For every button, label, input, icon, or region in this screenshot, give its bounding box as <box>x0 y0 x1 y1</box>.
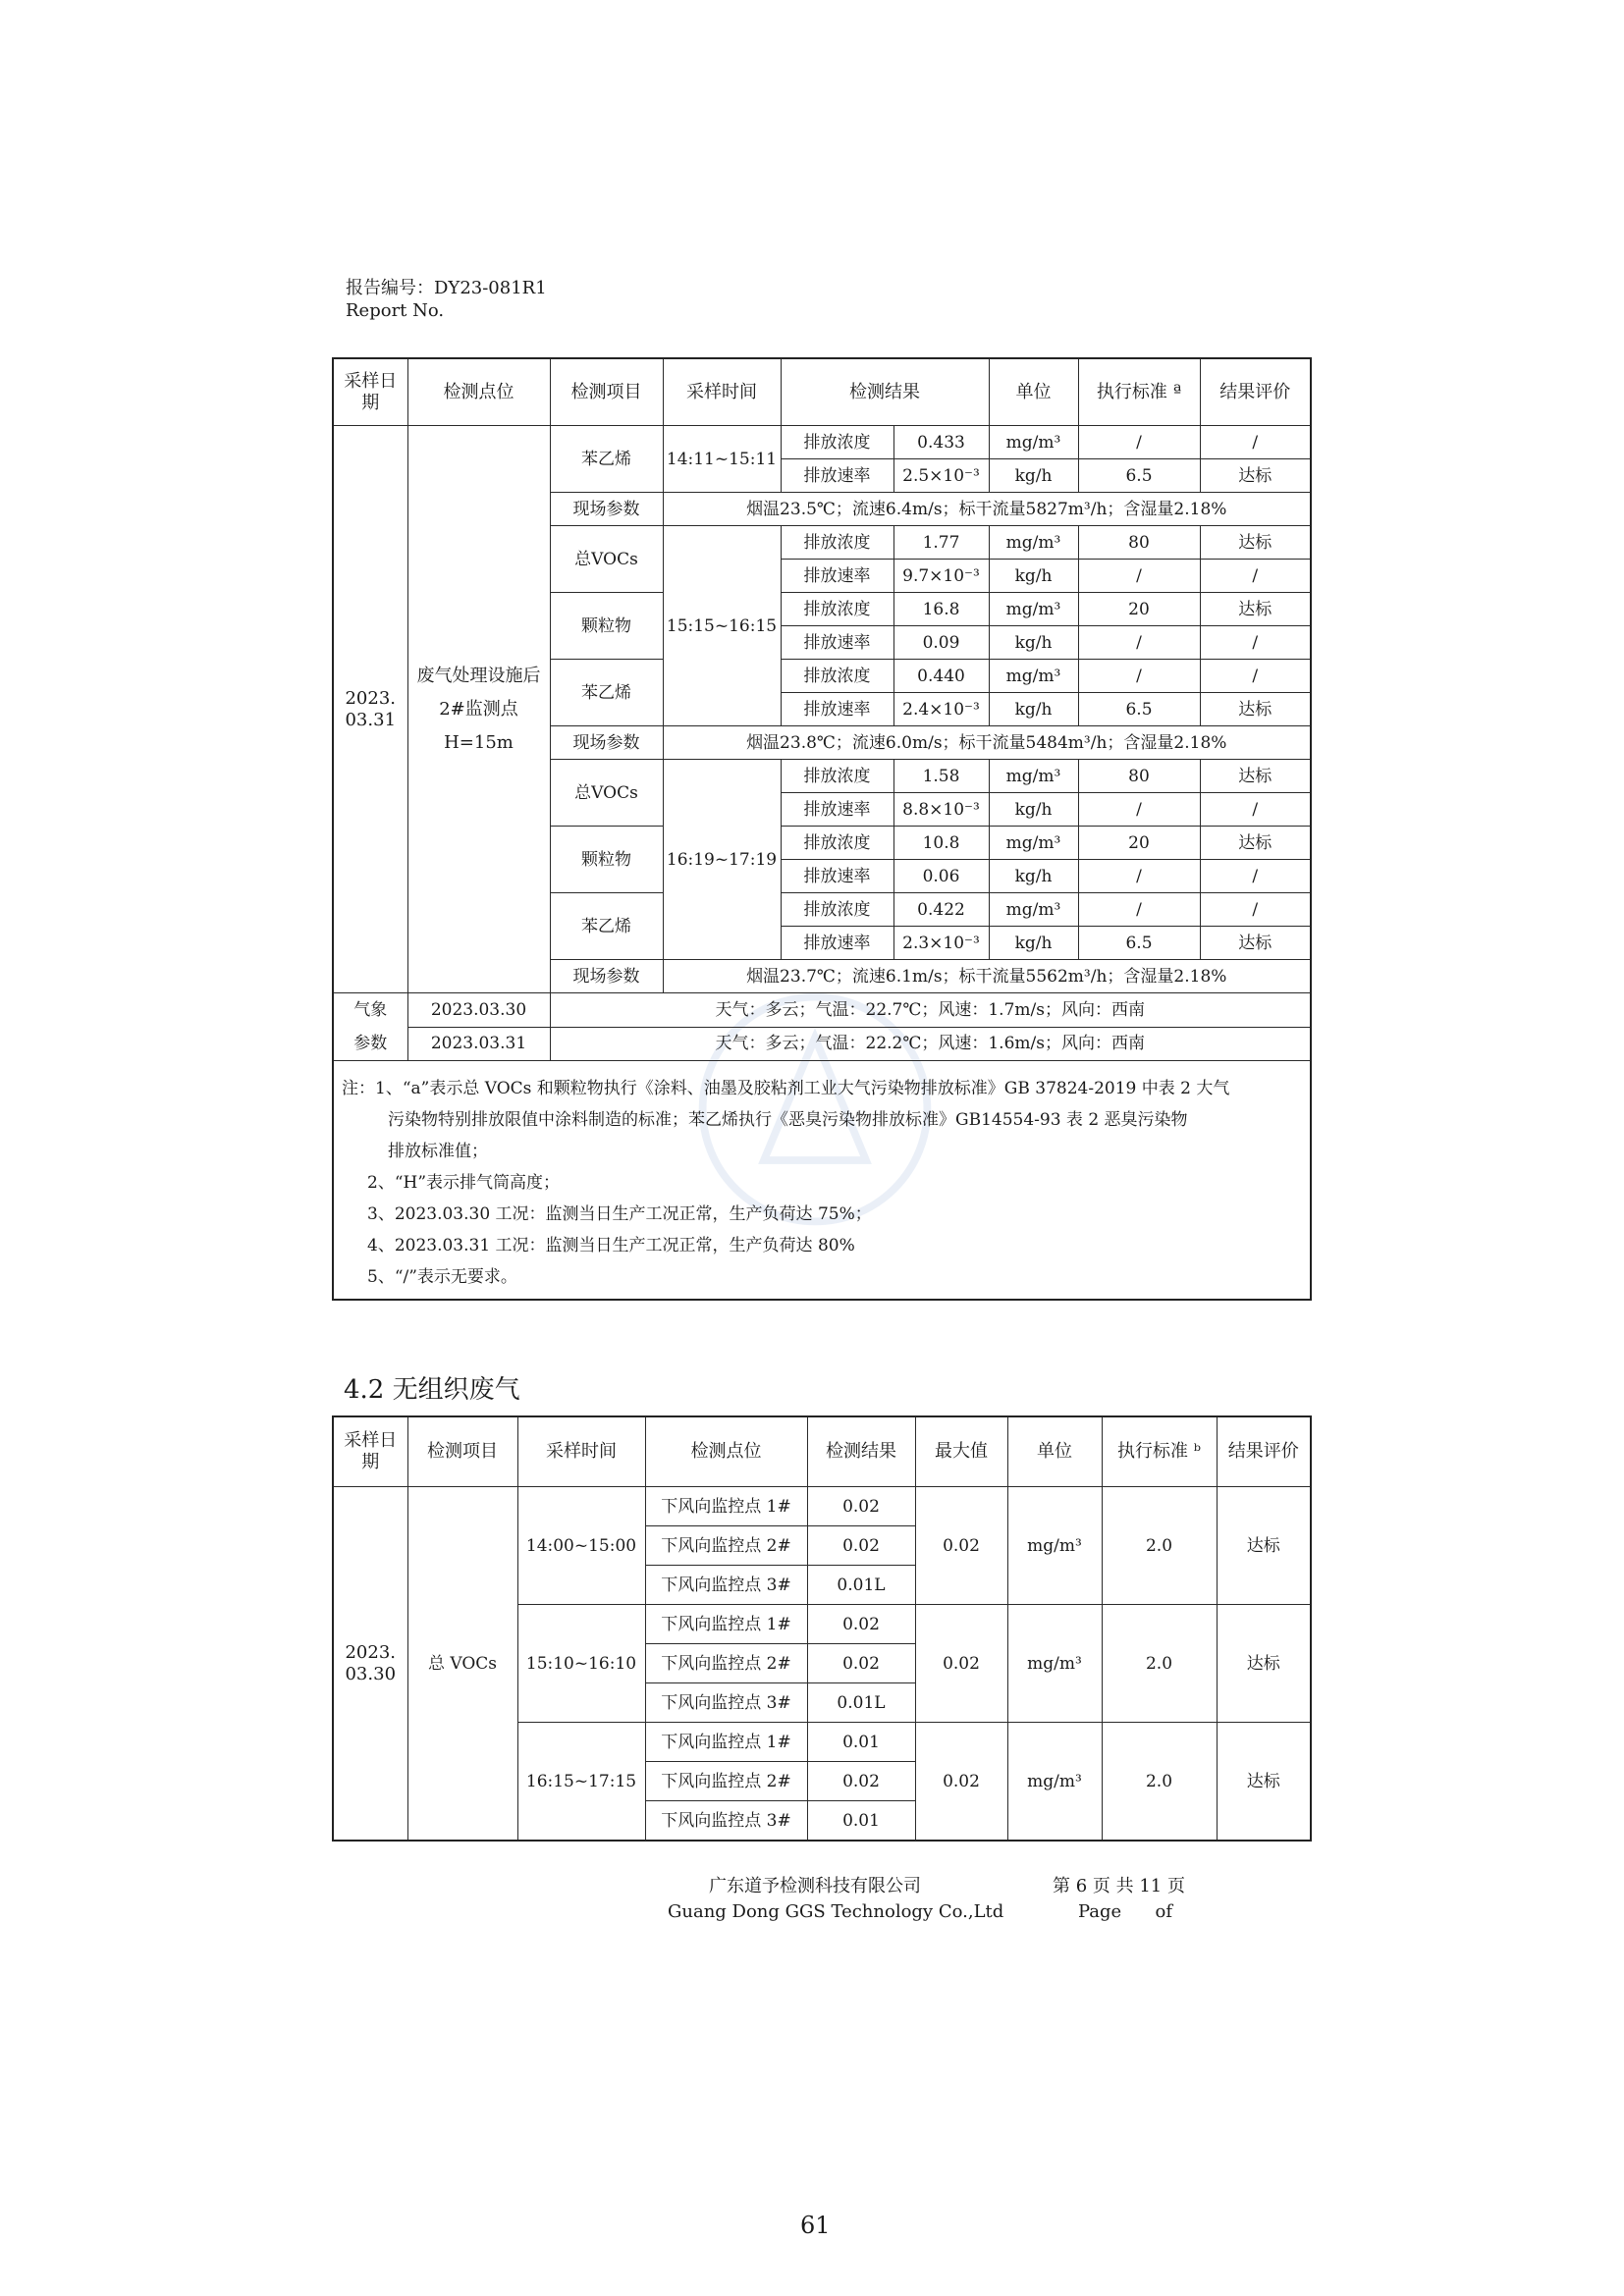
metric-label: 排放速率 <box>781 793 893 827</box>
footer-page-en: Page of <box>1078 1901 1173 1922</box>
table-row <box>333 1416 1311 1487</box>
result-value: 10.8 <box>893 827 989 860</box>
test-item: 总 VOCs <box>407 1487 517 1842</box>
header-cell: 最大值 <box>915 1416 1007 1487</box>
result-value: 0.02 <box>807 1487 915 1526</box>
unit: kg/h <box>989 860 1078 893</box>
result-value: 2.4×10⁻³ <box>893 693 989 726</box>
max-value: 0.02 <box>915 1487 1007 1605</box>
footer-company-en-wrap <box>668 1899 1003 1925</box>
evaluation: 达标 <box>1200 593 1311 626</box>
note-line: 污染物特别排放限值中涂料制造的标准；苯乙烯执行《恶臭污染物排放标准》GB14554-93 表 2 恶臭污染物 <box>388 1110 1188 1130</box>
table-row <box>333 993 1311 1028</box>
header-cell: 单位 <box>989 358 1078 426</box>
result-value: 0.09 <box>893 626 989 660</box>
header-cell: 执行标准 ᵇ <box>1102 1416 1217 1487</box>
table-row <box>333 426 1311 459</box>
result-value: 0.02 <box>807 1762 915 1801</box>
standard-limit: 80 <box>1078 760 1200 793</box>
evaluation: / <box>1200 626 1311 660</box>
evaluation: / <box>1200 660 1311 693</box>
header-cell: 采样日期 <box>333 1416 407 1487</box>
evaluation: / <box>1200 860 1311 893</box>
note-line: 3、2023.03.30 工况：监测当日生产工况正常，生产负荷达 75%； <box>367 1204 872 1224</box>
monitoring-location: 废气处理设施后 2#监测点 H=15m <box>407 426 550 993</box>
sampling-date: 2023. 03.30 <box>333 1487 407 1842</box>
metric-label: 排放浓度 <box>781 893 893 927</box>
header-cell: 检测结果 <box>807 1416 915 1487</box>
standard-limit: 20 <box>1078 827 1200 860</box>
evaluation: 达标 <box>1200 459 1311 493</box>
metric-label: 排放浓度 <box>781 593 893 626</box>
metric-label: 排放浓度 <box>781 760 893 793</box>
header-cell: 检测结果 <box>781 358 989 426</box>
monitoring-point: 下风向监控点 2# <box>645 1644 807 1683</box>
standard-limit: 6.5 <box>1078 459 1200 493</box>
site-params: 烟温23.8℃；流速6.0m/s；标干流量5484m³/h；含湿量2.18% <box>663 726 1311 760</box>
site-params-label: 现场参数 <box>550 726 663 760</box>
standard-limit: / <box>1078 893 1200 927</box>
standard-limit: 2.0 <box>1102 1723 1217 1842</box>
footer-company <box>709 1874 921 1899</box>
footer-company-cn: 广东道予检测科技有限公司 <box>709 1876 921 1896</box>
result-value: 1.77 <box>893 526 989 560</box>
unit: mg/m³ <box>989 827 1078 860</box>
test-item: 总VOCs <box>550 526 663 593</box>
metric-label: 排放浓度 <box>781 660 893 693</box>
table-row <box>333 1027 1311 1061</box>
header-cell: 检测项目 <box>407 1416 517 1487</box>
unit: mg/m³ <box>989 526 1078 560</box>
result-value: 0.422 <box>893 893 989 927</box>
monitoring-point: 下风向监控点 3# <box>645 1566 807 1605</box>
header-cell: 采样时间 <box>663 358 781 426</box>
unit: mg/m³ <box>1007 1723 1102 1842</box>
standard-limit: 80 <box>1078 526 1200 560</box>
metric-label: 排放速率 <box>781 560 893 593</box>
page-number: 61 <box>800 2212 831 2239</box>
result-value: 0.440 <box>893 660 989 693</box>
unit: kg/h <box>989 793 1078 827</box>
evaluation: 达标 <box>1200 526 1311 560</box>
unit: mg/m³ <box>989 760 1078 793</box>
standard-limit: / <box>1078 426 1200 459</box>
sampling-time: 15:15~16:15 <box>663 526 781 726</box>
header-cell: 结果评价 <box>1200 358 1311 426</box>
report-header <box>346 277 547 322</box>
report-number-cn: 报告编号：DY23-081R1 <box>346 278 547 298</box>
header-cell: 结果评价 <box>1217 1416 1311 1487</box>
monitoring-point: 下风向监控点 2# <box>645 1526 807 1566</box>
unit: kg/h <box>989 459 1078 493</box>
test-item: 颗粒物 <box>550 827 663 893</box>
weather-text: 天气：多云；气温：22.2℃；风速：1.6m/s；风向：西南 <box>550 1027 1311 1061</box>
table-row <box>333 1487 1311 1526</box>
note-line: 注：1、“a”表示总 VOCs 和颗粒物执行《涂料、油墨及胶粘剂工业大气污染物排放标准》GB 37824-2019 中表 2 大气 <box>342 1079 1230 1098</box>
standard-limit: / <box>1078 793 1200 827</box>
evaluation: / <box>1200 560 1311 593</box>
result-value: 0.02 <box>807 1526 915 1566</box>
test-item: 苯乙烯 <box>550 893 663 960</box>
result-value: 0.01 <box>807 1723 915 1762</box>
result-value: 2.3×10⁻³ <box>893 927 989 960</box>
table-row <box>333 358 1311 426</box>
metric-label: 排放速率 <box>781 693 893 726</box>
unit: kg/h <box>989 560 1078 593</box>
evaluation: / <box>1200 793 1311 827</box>
metric-label: 排放速率 <box>781 860 893 893</box>
unit: mg/m³ <box>1007 1605 1102 1723</box>
result-value: 9.7×10⁻³ <box>893 560 989 593</box>
test-item: 苯乙烯 <box>550 660 663 726</box>
result-value: 2.5×10⁻³ <box>893 459 989 493</box>
result-value: 0.02 <box>807 1605 915 1644</box>
evaluation: 达标 <box>1217 1723 1311 1842</box>
header-cell: 检测点位 <box>407 358 550 426</box>
evaluation: 达标 <box>1200 760 1311 793</box>
standard-limit: 6.5 <box>1078 693 1200 726</box>
standard-limit: 2.0 <box>1102 1605 1217 1723</box>
header-cell: 执行标准 ª <box>1078 358 1200 426</box>
report-number-en: Report No. <box>346 300 445 321</box>
metric-label: 排放浓度 <box>781 827 893 860</box>
evaluation: / <box>1200 893 1311 927</box>
metric-label: 排放浓度 <box>781 426 893 459</box>
header-cell: 单位 <box>1007 1416 1102 1487</box>
sampling-time: 15:10~16:10 <box>517 1605 645 1723</box>
result-value: 16.8 <box>893 593 989 626</box>
header-cell: 检测项目 <box>550 358 663 426</box>
sampling-time: 14:00~15:00 <box>517 1487 645 1605</box>
unit: mg/m³ <box>1007 1487 1102 1605</box>
standard-limit: 20 <box>1078 593 1200 626</box>
max-value: 0.02 <box>915 1605 1007 1723</box>
sampling-time: 16:19~17:19 <box>663 760 781 960</box>
weather-date: 2023.03.30 <box>407 993 550 1028</box>
weather-text: 天气：多云；气温：22.7℃；风速：1.7m/s；风向：西南 <box>550 993 1311 1028</box>
sampling-time: 16:15~17:15 <box>517 1723 645 1842</box>
evaluation: 达标 <box>1217 1487 1311 1605</box>
standard-limit: / <box>1078 860 1200 893</box>
unit: mg/m³ <box>989 893 1078 927</box>
test-item: 苯乙烯 <box>550 426 663 493</box>
evaluation: 达标 <box>1217 1605 1311 1723</box>
weather-label: 气象参数 <box>333 993 407 1061</box>
footer-company-en: Guang Dong GGS Technology Co.,Ltd <box>668 1901 1004 1922</box>
result-value: 0.01L <box>807 1683 915 1723</box>
unit: kg/h <box>989 626 1078 660</box>
notes <box>333 1061 1311 1301</box>
test-item: 总VOCs <box>550 760 663 827</box>
header-cell: 检测点位 <box>645 1416 807 1487</box>
evaluation: 达标 <box>1200 927 1311 960</box>
result-value: 1.58 <box>893 760 989 793</box>
test-item: 颗粒物 <box>550 593 663 660</box>
unit: kg/h <box>989 927 1078 960</box>
metric-label: 排放速率 <box>781 626 893 660</box>
header-cell: 采样时间 <box>517 1416 645 1487</box>
monitoring-point: 下风向监控点 1# <box>645 1723 807 1762</box>
unit: kg/h <box>989 693 1078 726</box>
standard-limit: / <box>1078 660 1200 693</box>
result-value: 0.01L <box>807 1566 915 1605</box>
unit: mg/m³ <box>989 660 1078 693</box>
site-params-label: 现场参数 <box>550 493 663 526</box>
site-params-label: 现场参数 <box>550 960 663 993</box>
monitoring-point: 下风向监控点 1# <box>645 1605 807 1644</box>
fugitive-emission-table <box>332 1415 1312 1842</box>
monitoring-point: 下风向监控点 3# <box>645 1683 807 1723</box>
table-row <box>333 1061 1311 1301</box>
standard-limit: 2.0 <box>1102 1487 1217 1605</box>
monitoring-point: 下风向监控点 1# <box>645 1487 807 1526</box>
weather-date: 2023.03.31 <box>407 1027 550 1061</box>
organized-emission-table <box>332 357 1312 1301</box>
site-params: 烟温23.5℃；流速6.4m/s；标干流量5827m³/h；含湿量2.18% <box>663 493 1311 526</box>
result-value: 0.02 <box>807 1644 915 1683</box>
monitoring-point: 下风向监控点 2# <box>645 1762 807 1801</box>
unit: mg/m³ <box>989 426 1078 459</box>
evaluation: / <box>1200 426 1311 459</box>
result-value: 0.433 <box>893 426 989 459</box>
standard-limit: 6.5 <box>1078 927 1200 960</box>
sampling-time: 14:11~15:11 <box>663 426 781 493</box>
note-line: 2、“H”表示排气筒高度； <box>367 1173 561 1193</box>
note-line: 5、“/”表示无要求。 <box>367 1267 517 1287</box>
header-cell: 采样日期 <box>333 358 407 426</box>
metric-label: 排放浓度 <box>781 526 893 560</box>
result-value: 0.01 <box>807 1801 915 1842</box>
site-params: 烟温23.7℃；流速6.1m/s；标干流量5562m³/h；含湿量2.18% <box>663 960 1311 993</box>
metric-label: 排放速率 <box>781 459 893 493</box>
result-value: 0.06 <box>893 860 989 893</box>
evaluation: 达标 <box>1200 693 1311 726</box>
section-title: 4.2 无组织废气 <box>344 1375 520 1405</box>
result-value: 8.8×10⁻³ <box>893 793 989 827</box>
monitoring-point: 下风向监控点 3# <box>645 1801 807 1842</box>
note-line: 4、2023.03.31 工况：监测当日生产工况正常，生产负荷达 80% <box>367 1236 855 1255</box>
standard-limit: / <box>1078 626 1200 660</box>
unit: mg/m³ <box>989 593 1078 626</box>
evaluation: 达标 <box>1200 827 1311 860</box>
standard-limit: / <box>1078 560 1200 593</box>
sampling-date: 2023. 03.31 <box>333 426 407 993</box>
metric-label: 排放速率 <box>781 927 893 960</box>
note-line: 排放标准值； <box>388 1142 488 1161</box>
max-value: 0.02 <box>915 1723 1007 1842</box>
footer-page-cn: 第 6 页 共 11 页 <box>1053 1876 1185 1896</box>
